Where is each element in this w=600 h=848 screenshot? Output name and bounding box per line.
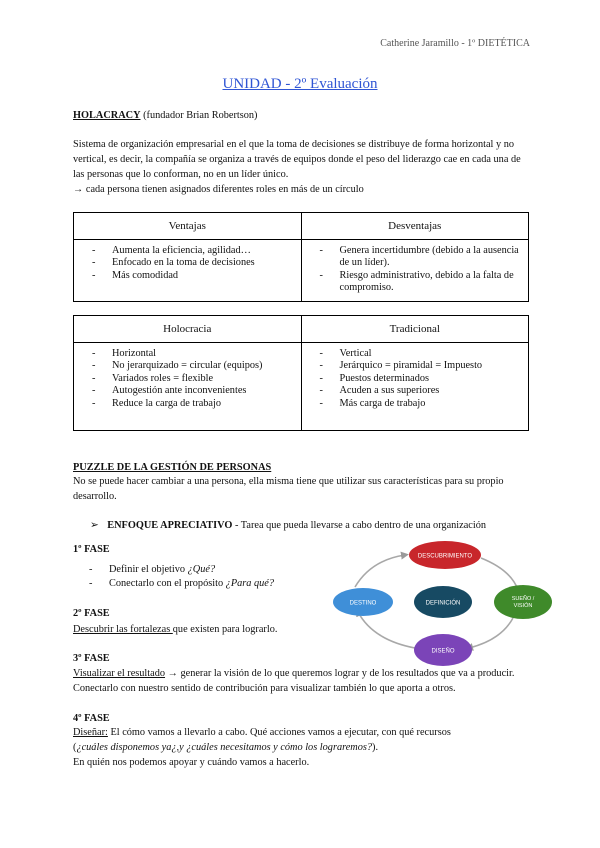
- fase4-text: Diseñar: El cómo vamos a llevarlo a cabo. Qué acciones vamos a ejecutar, con qué recursos (¿cuáles disponemos ya¿,y ¿cuáles necesitamos y cómo los lograremos?). En quién nos podemos apoyar y cuándo vamos a hacerlo.: [73, 727, 451, 768]
- desventajas-cell: [301, 240, 529, 302]
- page-title: UNIDAD - 2º Evaluación: [222, 76, 378, 92]
- diagram-node-bottom: [414, 634, 472, 666]
- list-item: - Autogestión ante inconvenientes: [88, 385, 295, 397]
- diagram-node-center: [414, 586, 472, 618]
- holacracy-heading: HOLACRACY: [73, 110, 141, 121]
- svg-text:DESCUBRIMIENTO: DESCUBRIMIENTO: [417, 553, 473, 560]
- diagram-node-right: [494, 585, 552, 619]
- enfoque-title: ENFOQUE APRECIATIVO: [107, 520, 233, 531]
- list-item: - No jerarquizado = circular (equipos): [88, 360, 295, 372]
- fase3-heading: 3º FASE: [73, 653, 110, 664]
- puzzle-paragraph: No se puede hacer cambiar a una persona, ella misma tiene que utilizar sus características para su propio desarrollo.: [73, 476, 504, 502]
- list-item: - Reduce la carga de trabajo: [88, 398, 295, 410]
- table-header-ventajas: Ventajas: [74, 213, 302, 240]
- puzzle-heading: PUZZLE DE LA GESTIÓN DE PERSONAS: [73, 462, 272, 473]
- holacracy-founder: (fundador Brian Robertson): [140, 110, 258, 121]
- page-header-author: Catherine Jaramillo - 1º DIETÉTICA: [380, 38, 530, 49]
- table-header-desventajas: Desventajas: [301, 213, 529, 240]
- list-item: - Enfocado en la toma de decisiones: [88, 257, 295, 269]
- tradicional-cell: [301, 343, 529, 431]
- enfoque-line: [90, 518, 486, 533]
- table-header-holocracia: Holocracia: [74, 316, 302, 343]
- holacracy-arrow-line: → cada persona tienen asignados diferentes roles en más de un círculo: [73, 184, 364, 195]
- diagram-node-top: [409, 541, 481, 569]
- fase1-heading: 1º FASE: [73, 544, 110, 555]
- fase2-heading: 2º FASE: [73, 608, 110, 619]
- enfoque-cycle-diagram: [333, 540, 569, 670]
- list-item: - Horizontal: [88, 348, 295, 360]
- fase4-heading: 4º FASE: [73, 713, 110, 724]
- list-item: - Definir el objetivo ¿Qué?: [85, 563, 274, 577]
- list-item: - Vertical: [316, 348, 523, 360]
- svg-text:VISIÓN: VISIÓN: [513, 603, 533, 609]
- list-item: - Puestos determinados: [316, 373, 523, 385]
- list-item: - Genera incertidumbre (debido a la ausencia de un líder).: [316, 245, 523, 270]
- list-item: - Aumenta la eficiencia, agilidad…: [88, 245, 295, 257]
- pros-cons-table: [73, 212, 529, 302]
- svg-text:DESTINO: DESTINO: [349, 600, 377, 607]
- fase1-list: [85, 563, 274, 591]
- holacracy-heading-line: [73, 108, 257, 123]
- list-item: - Jerárquico = piramidal = Impuesto: [316, 360, 523, 372]
- fase3-text: Visualizar el resultado → generar la visión de lo que queremos lograr y de los resultados que va a producir. Conectarlo con nuestro sentido de contribución para visualizar también lo que aporta a otros.: [73, 668, 515, 694]
- list-item: - Variados roles = flexible: [88, 373, 295, 385]
- enfoque-desc: - Tarea que pueda llevarse a cabo dentro de una organización: [232, 520, 487, 531]
- list-item: - Más carga de trabajo: [316, 398, 523, 410]
- svg-text:DISEÑO: DISEÑO: [431, 648, 455, 655]
- holocracia-tradicional-table: [73, 315, 529, 431]
- ventajas-cell: [74, 240, 302, 302]
- fase2-text: Descubrir las fortalezas que existen para lograrlo.: [73, 624, 278, 635]
- list-item: - Acuden a sus superiores: [316, 385, 523, 397]
- enfoque-bullet-icon: ➢: [90, 520, 99, 531]
- list-item: - Conectarlo con el propósito ¿Para qué?: [85, 577, 274, 591]
- table-header-tradicional: Tradicional: [301, 316, 529, 343]
- svg-text:SUEÑO /: SUEÑO /: [511, 596, 535, 602]
- svg-text:DEFINICIÓN: DEFINICIÓN: [425, 600, 461, 607]
- list-item: - Más comodidad: [88, 270, 295, 282]
- holacracy-paragraph: Sistema de organización empresarial en el que la toma de decisiones se distribuye de forma horizontal y no vertical, es decir, la compañía se organiza a través de equipos donde el peso del liderazgo cae en cada una de las personas que lo conforman, no en un líder único.: [73, 139, 521, 180]
- holocracia-cell: [74, 343, 302, 431]
- list-item: - Riesgo administrativo, debido a la falta de compromiso.: [316, 270, 523, 295]
- diagram-node-left: [333, 588, 393, 616]
